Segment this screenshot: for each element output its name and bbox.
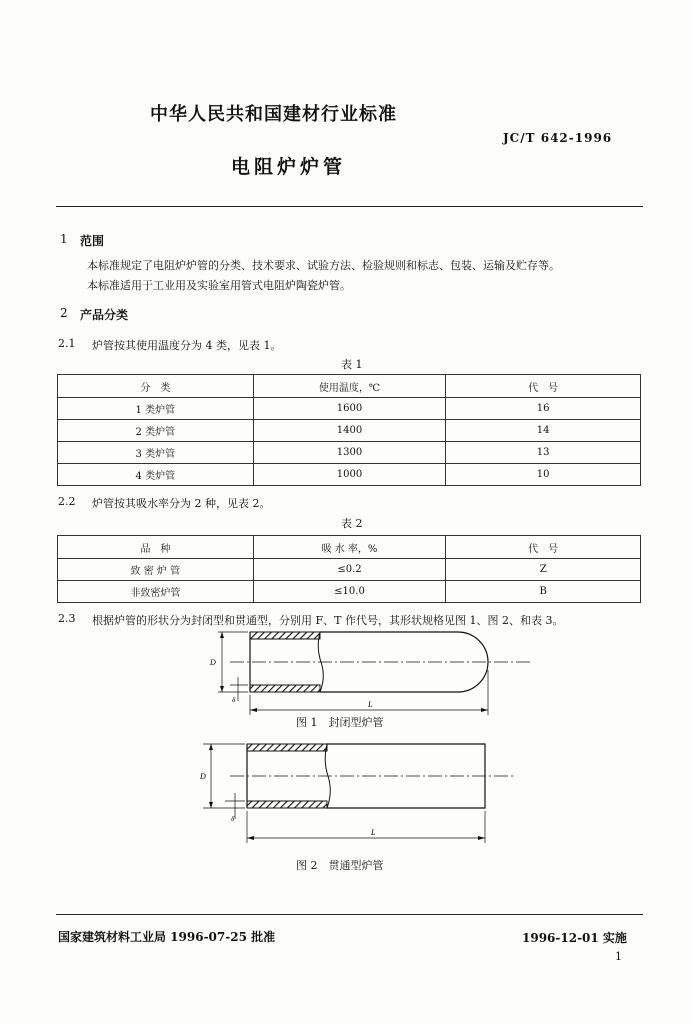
tube-wall-bottom	[247, 801, 327, 808]
table-cell: 致 密 炉 管	[58, 559, 254, 581]
table-cell: 1 类炉管	[58, 398, 254, 420]
footer-rule	[56, 914, 643, 915]
figure-2-through-tube-drawing	[195, 737, 525, 845]
dimension-label-l: L	[371, 828, 376, 837]
section-1-heading: 范围	[80, 234, 105, 248]
issuing-authority-title: 中华人民共和国建材行业标准	[150, 104, 397, 125]
clause-2-1-text: 炉管按其使用温度分为 4 类，见表 1。	[92, 339, 282, 352]
table-cell: 1300	[253, 442, 446, 464]
table-row	[58, 581, 641, 603]
tube-wall-bottom	[250, 685, 320, 692]
table-cell: 1000	[253, 464, 446, 486]
table-cell: 13	[446, 442, 641, 464]
table-cell: 2 类炉管	[58, 420, 254, 442]
tube-wall-top	[247, 744, 327, 751]
clause-2-3-text: 根据炉管的形状分为封闭型和贯通型，分别用 F、T 作代号，其形状规格见图 1、图 2、和表 3。	[92, 614, 564, 627]
dimension-label-wall: δ	[232, 696, 236, 704]
table-cell: 4 类炉管	[58, 464, 254, 486]
section-1-paragraph-1: 本标准规定了电阻炉炉管的分类、技术要求、试验方法、检验规则和标志、包装、运输及贮存等。	[87, 259, 560, 272]
table-2-header-cell: 代 号	[446, 536, 641, 559]
dimension-label-l: L	[368, 700, 373, 709]
table-2-header-cell: 品 种	[58, 536, 254, 559]
table-row	[58, 442, 641, 464]
figure-1-closed-tube-drawing	[200, 625, 540, 720]
clause-2-1-number: 2.1	[58, 337, 76, 350]
table-cell: 非致密炉管	[58, 581, 254, 603]
section-2-number: 2	[60, 306, 68, 320]
table-cell: 1400	[253, 420, 446, 442]
table-1-header-row	[58, 375, 641, 398]
effective-date-line: 1996-12-01 实施	[522, 931, 627, 945]
table-cell: 3 类炉管	[58, 442, 254, 464]
clause-2-3-number: 2.3	[58, 612, 76, 625]
figure-1-caption: 图 1 封闭型炉管	[296, 716, 384, 729]
table-2-caption: 表 2	[341, 517, 363, 530]
table-cell: 1600	[253, 398, 446, 420]
dimension-label-wall: δ	[231, 815, 235, 823]
table-cell: ≤10.0	[253, 581, 446, 603]
table-cell: 10	[446, 464, 641, 486]
table-1-header-cell: 使用温度，℃	[253, 375, 446, 398]
clause-2-2-text: 炉管按其吸水率分为 2 种，见表 2。	[92, 497, 271, 510]
table-cell: B	[446, 581, 641, 603]
tube-wall-top	[250, 632, 320, 639]
section-2-heading: 产品分类	[80, 308, 129, 322]
clause-2-2-number: 2.2	[58, 495, 76, 508]
dimension-label-d: D	[210, 658, 216, 667]
header-rule	[56, 206, 643, 207]
table-cell: 16	[446, 398, 641, 420]
figure-2-caption: 图 2 贯通型炉管	[296, 859, 384, 872]
table-cell: 14	[446, 420, 641, 442]
table-1	[57, 374, 641, 486]
table-cell: Z	[446, 559, 641, 581]
table-2-header-row	[58, 536, 641, 559]
table-1-header-cell: 分 类	[58, 375, 254, 398]
table-row	[58, 559, 641, 581]
table-row	[58, 464, 641, 486]
approval-line: 国家建筑材料工业局 1996-07-25 批准	[58, 930, 276, 944]
dimension-label-d: D	[200, 772, 206, 781]
table-1-header-cell: 代 号	[446, 375, 641, 398]
section-1-paragraph-2: 本标准适用于工业用及实验室用管式电阻炉陶瓷炉管。	[87, 279, 351, 292]
table-2	[57, 535, 641, 603]
table-row	[58, 420, 641, 442]
section-1-number: 1	[60, 232, 68, 246]
standard-number: JC/T 642-1996	[503, 131, 613, 145]
table-2-header-cell: 吸 水 率，%	[253, 536, 446, 559]
table-cell: ≤0.2	[253, 559, 446, 581]
page-number: 1	[615, 950, 622, 963]
document-title: 电阻炉炉管	[231, 156, 347, 178]
table-row	[58, 398, 641, 420]
table-1-caption: 表 1	[341, 358, 363, 371]
